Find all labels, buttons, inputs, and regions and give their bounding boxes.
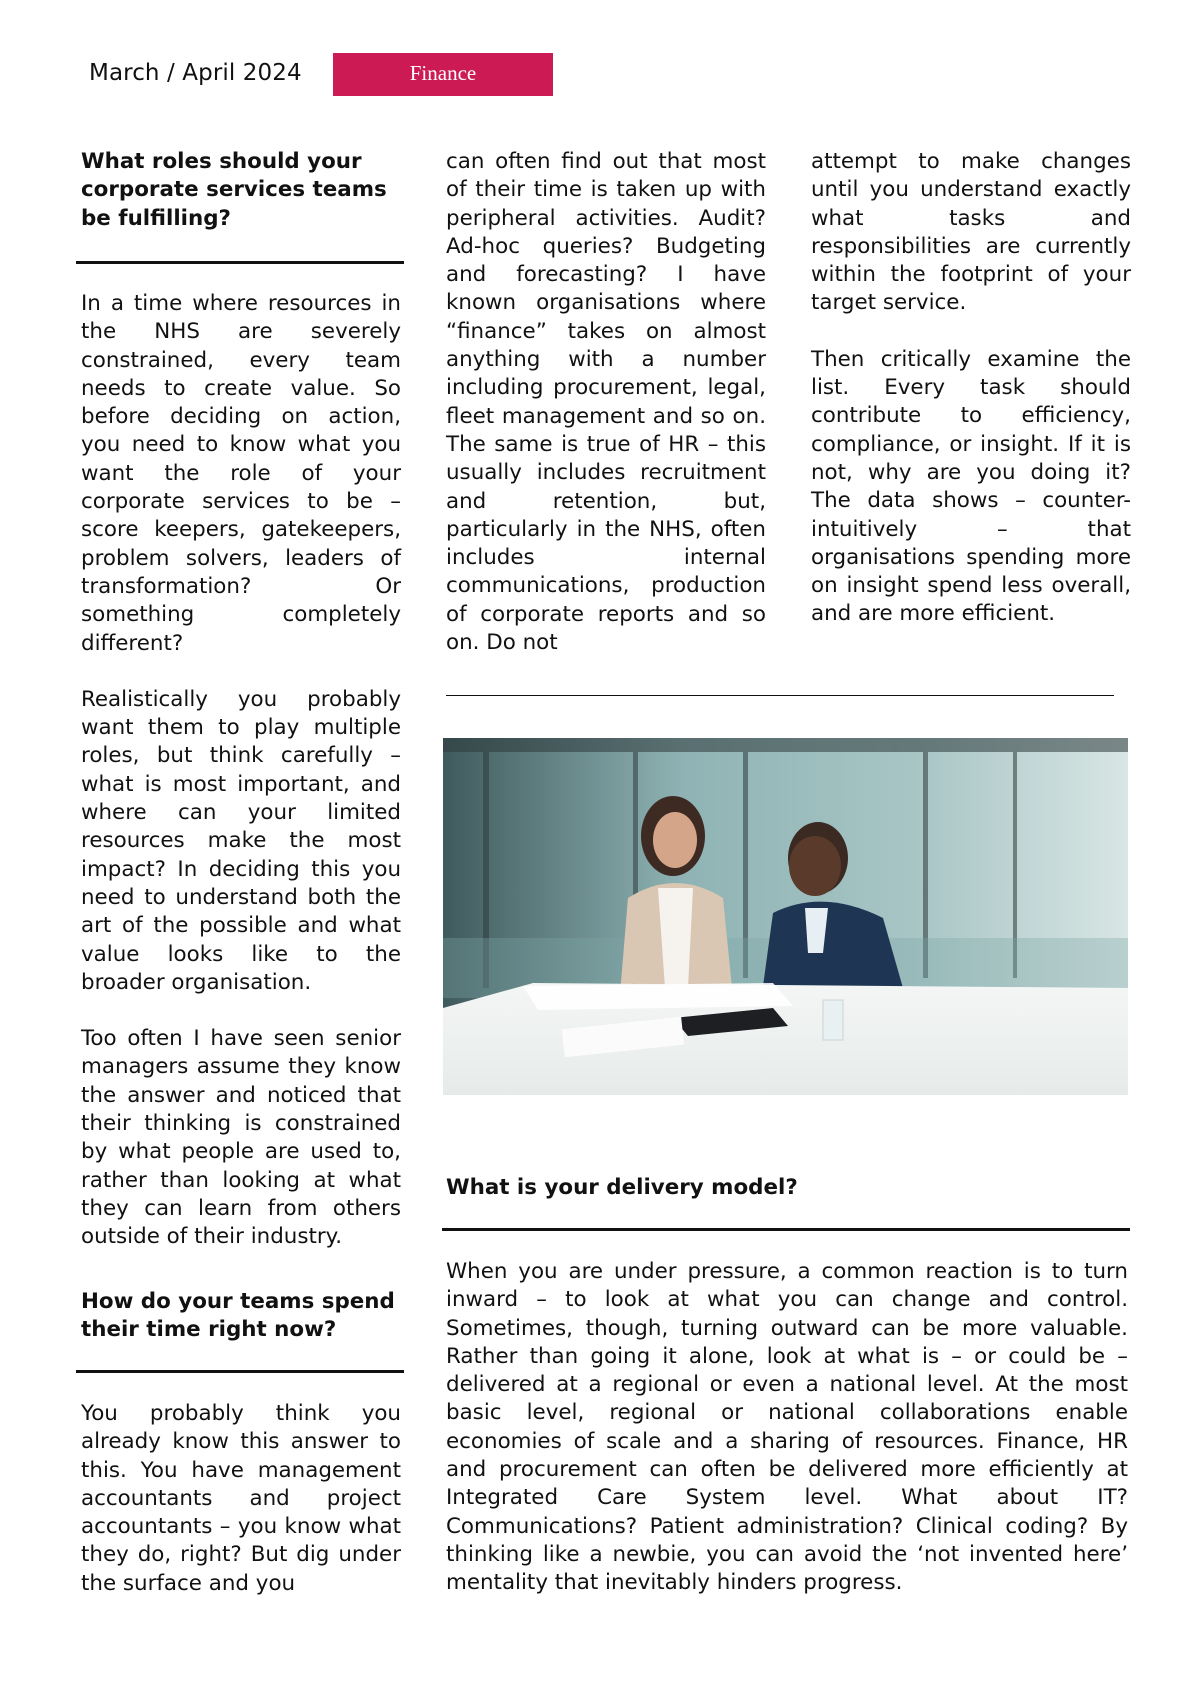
column-3 bbox=[811, 148, 1131, 629]
column-1-body-2 bbox=[81, 1400, 401, 1598]
delivery-body bbox=[446, 1258, 1128, 1598]
paragraph: In a time where resources in the NHS are severely constrained, every team needs to create value. So before deciding on action, you need to know what you want the role of your corporate services to be – score keepers, gatekeepers, problem solvers, leaders of transformation? Or something completely different? bbox=[81, 291, 401, 656]
heading-rule bbox=[76, 261, 404, 264]
column-1 bbox=[81, 148, 401, 233]
paragraph: can often find out that most of their time is taken up with peripheral activities. Audit? Ad-hoc queries? Budgeting and forecasting? I have known organisations where “finance” takes on almost anything with a number including procurement, legal, fleet management and so on. The same is true of HR – this usually includes recruitment and retention, but, particularly in the NHS, often includes internal communications, production of corporate reports and so on. Do not bbox=[446, 149, 766, 656]
issue-date: March / April 2024 bbox=[89, 60, 302, 86]
paragraph: Too often I have seen senior managers assume they know the answer and noticed that their thinking is constrained by what people are used to, rather than looking at what they can learn from others outside of their industry. bbox=[81, 1026, 401, 1250]
column-1-body bbox=[81, 290, 401, 1252]
column-1-section-2 bbox=[81, 1288, 401, 1345]
paragraph: When you are under pressure, a common reaction is to turn inward – to look at what you can change and control. Sometimes, though, turning outward can be more valuable. Rather than going it alone, look at what is – or could be – delivered at a regional or even a national level. At the most basic level, regional or national collaborations enable economies of scale and a sharing of resources. Finance, HR and procurement can often be delivered more efficiently at Integrated Care System level. What about IT? Communications? Patient administration? Clinical coding? By thinking like a newbie, you can avoid the ‘not invented here’ mentality that inevitably hinders progress. bbox=[446, 1259, 1128, 1596]
delivery-section bbox=[446, 1174, 1128, 1202]
paragraph: Then critically examine the list. Every task should contribute to efficiency, compliance, or insight. If it is not, why are you doing it? The data shows – counter-intuitively – that organisations spending more on insight spend less overall, and are more efficient. bbox=[811, 346, 1131, 627]
section-tag: Finance bbox=[333, 53, 553, 96]
heading-rule bbox=[76, 1370, 404, 1373]
section-divider bbox=[446, 695, 1114, 696]
paragraph: attempt to make changes until you understand exactly what tasks and responsibilities are currently within the footprint of your target service. bbox=[811, 149, 1131, 316]
heading-corporate-roles: What roles should your corporate services teams be fulfilling? bbox=[81, 149, 387, 231]
heading-delivery-model: What is your delivery model? bbox=[446, 1175, 798, 1200]
paragraph: Realistically you probably want them to play multiple roles, but think carefully – what is most important, and where can your limited resources make the most impact? In deciding this you need to understand both the art of the possible and what value looks like to the broader organisation. bbox=[81, 686, 401, 995]
office-meeting-photo bbox=[443, 738, 1128, 1095]
heading-time-spend: How do your teams spend their time right now? bbox=[81, 1289, 395, 1343]
column-2 bbox=[446, 148, 766, 657]
paragraph: You probably think you already know this answer to this. You have management accountants and project accountants – you know what they do, right? But dig under the surface and you bbox=[81, 1401, 401, 1596]
heading-rule bbox=[442, 1228, 1130, 1231]
